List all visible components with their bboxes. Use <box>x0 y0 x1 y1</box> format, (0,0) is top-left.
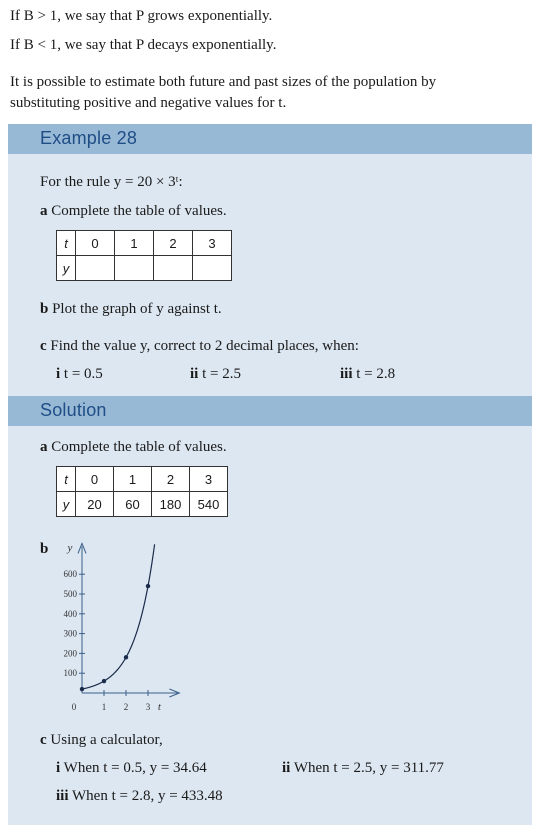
intro-paragraph-line-2: substituting positive and negative values for t. <box>10 95 287 111</box>
table-cell-t1: 1 <box>115 231 154 256</box>
x-tick-label: 2 <box>123 702 129 712</box>
part-a-letter: a <box>40 203 48 219</box>
example-part-a <box>40 203 227 220</box>
solution-cell-y2: 180 <box>152 492 190 517</box>
solution-cell-t2: 2 <box>152 467 190 492</box>
solution-title: Solution <box>40 400 107 420</box>
sub-ii-text: t = 2.5 <box>202 366 241 382</box>
solution-table-head-t: t <box>57 467 76 492</box>
x-tick-label: 3 <box>145 702 151 712</box>
solution-c-text: Using a calculator, <box>50 732 163 748</box>
table-cell-t3: 3 <box>193 231 232 256</box>
y-tick-label: 200 <box>63 648 77 659</box>
solution-cell-t1: 1 <box>114 467 152 492</box>
table-cell-y0 <box>76 256 115 281</box>
answer-i-text: When t = 0.5, y = 34.64 <box>63 760 207 776</box>
intro-paragraph-line-1: It is possible to estimate both future and past sizes of the population by <box>10 74 437 90</box>
sub-question-i <box>56 366 103 383</box>
y-tick-label: 600 <box>63 569 77 580</box>
part-a-text: Complete the table of values. <box>51 203 227 219</box>
data-point <box>80 687 84 691</box>
data-point <box>102 679 106 683</box>
origin-label: 0 <box>71 702 77 712</box>
example-title: Example 28 <box>40 128 138 148</box>
solution-cell-y1: 60 <box>114 492 152 517</box>
question-table <box>56 230 232 281</box>
sub-question-iii <box>340 366 395 383</box>
data-point <box>124 655 128 659</box>
y-tick-label: 500 <box>63 589 77 599</box>
intro-line-2: If B < 1, we say that P decays exponentially. <box>10 37 277 53</box>
example-rule: For the rule y = 20 × 3ᵗ: <box>40 174 183 190</box>
sub-i-text: t = 0.5 <box>63 366 103 382</box>
table-cell-t0: 0 <box>76 231 115 256</box>
data-point <box>146 584 150 588</box>
table-cell-y2 <box>154 256 193 281</box>
solution-a-letter: a <box>40 439 48 455</box>
example-part-b <box>40 301 222 318</box>
part-c-text: Find the value y, correct to 2 decimal places, when: <box>50 338 359 354</box>
exponential-graph <box>50 535 200 715</box>
y-tick-label: 400 <box>63 608 77 619</box>
answer-i-num: i <box>56 760 61 776</box>
sub-i-num: i <box>56 366 61 382</box>
solution-c-letter: c <box>40 732 47 748</box>
table-head-t: t <box>57 231 76 256</box>
table-cell-y3 <box>193 256 232 281</box>
part-c-letter: c <box>40 338 47 354</box>
table-cell-y1 <box>115 256 154 281</box>
solution-a-text: Complete the table of values. <box>51 439 227 455</box>
sub-iii-text: t = 2.8 <box>356 366 396 382</box>
solution-table-head-y: y <box>57 492 76 517</box>
sub-iii-num: iii <box>340 366 353 382</box>
part-b-text: Plot the graph of y against t. <box>52 301 222 317</box>
answer-iii-text: When t = 2.8, y = 433.48 <box>72 788 223 804</box>
y-tick-label: 300 <box>63 628 77 639</box>
y-tick-label: 100 <box>63 668 77 679</box>
answer-iii-num: iii <box>56 788 69 804</box>
sub-question-ii <box>190 366 241 383</box>
x-axis-label: t <box>157 701 161 713</box>
answer-ii <box>282 760 444 777</box>
solution-part-a <box>40 439 227 456</box>
part-b-letter: b <box>40 301 49 317</box>
solution-part-c <box>40 732 163 749</box>
answer-ii-text: When t = 2.5, y = 311.77 <box>293 760 444 776</box>
solution-cell-y3: 540 <box>190 492 228 517</box>
example-part-c <box>40 338 359 355</box>
y-axis-label: y <box>67 542 73 554</box>
solution-table <box>56 466 228 517</box>
intro-paragraph <box>10 72 535 114</box>
exponential-curve <box>82 544 155 689</box>
intro-line-1: If B > 1, we say that P grows exponentially. <box>10 8 273 24</box>
solution-part-b-letter: b <box>40 541 49 557</box>
table-head-y: y <box>57 256 76 281</box>
answer-ii-num: ii <box>282 760 291 776</box>
sub-ii-num: ii <box>190 366 199 382</box>
table-cell-t2: 2 <box>154 231 193 256</box>
answer-i <box>56 760 207 777</box>
answer-iii <box>56 788 223 805</box>
solution-cell-t0: 0 <box>76 467 114 492</box>
solution-cell-t3: 3 <box>190 467 228 492</box>
x-tick-label: 1 <box>101 702 107 712</box>
solution-cell-y0: 20 <box>76 492 114 517</box>
